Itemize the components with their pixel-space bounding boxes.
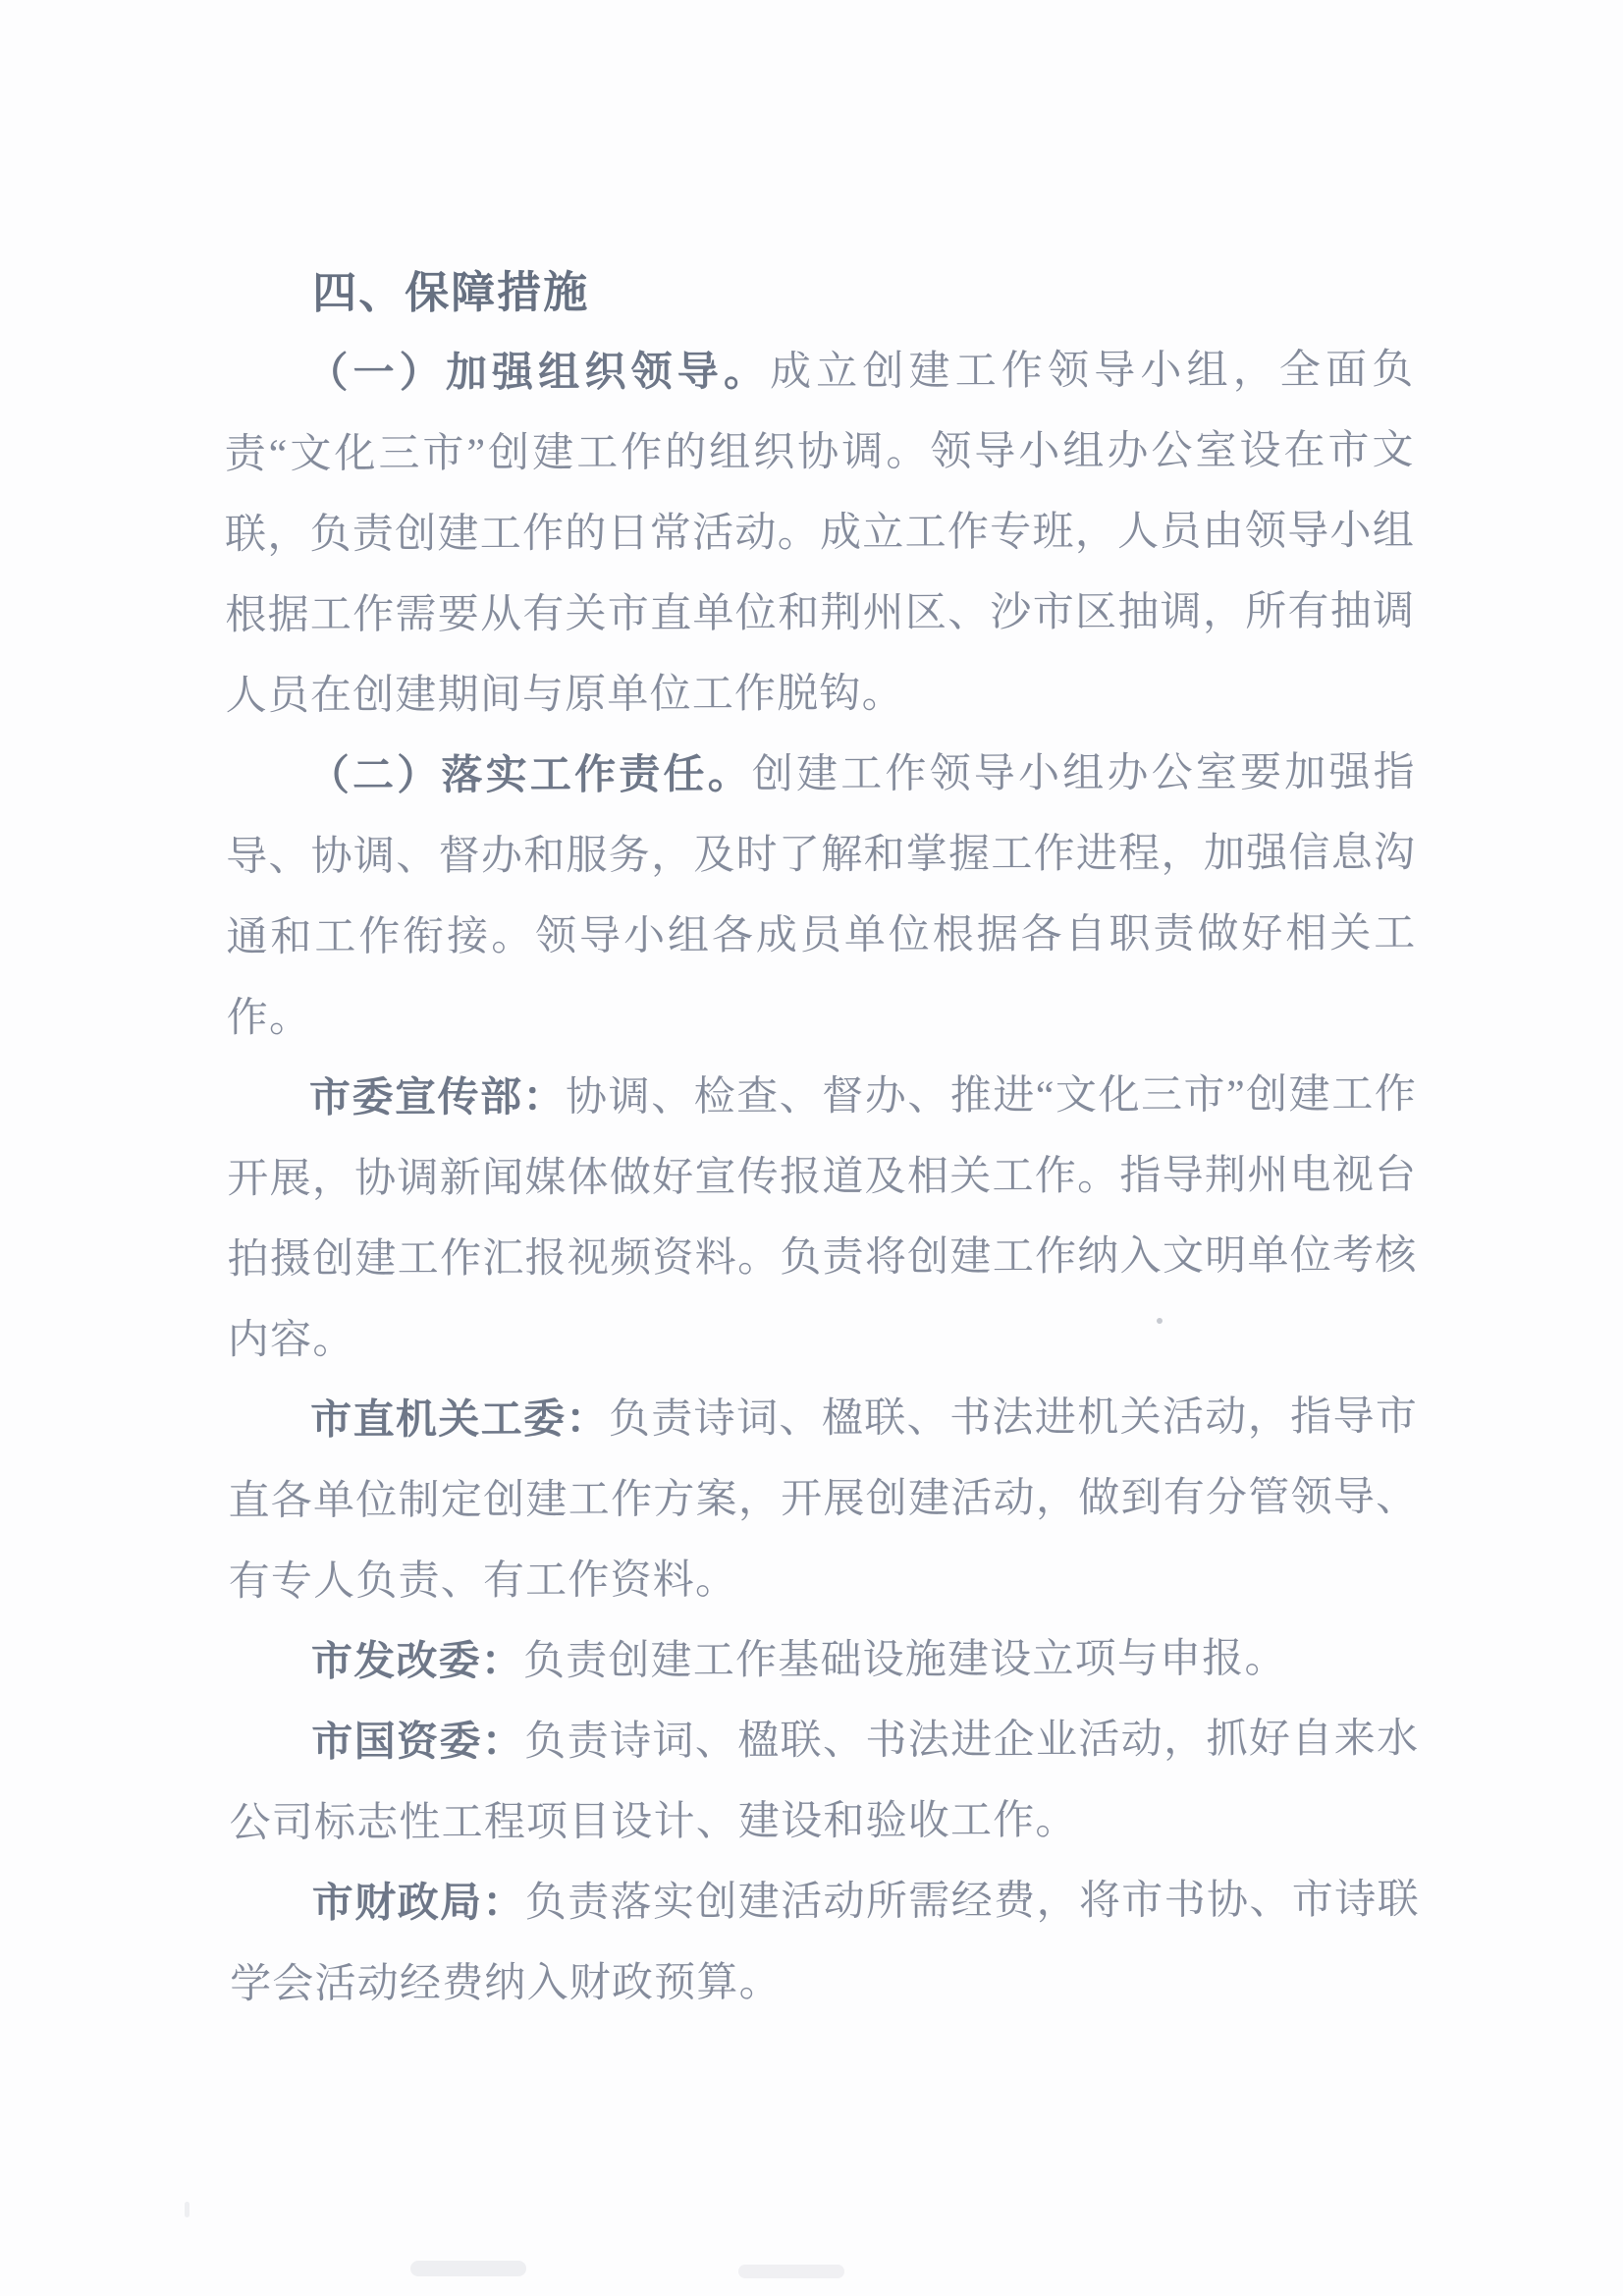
paragraph-text: 协调、检查、督办、推进“文化三市”创建工作开展，协调新闻媒体做好宣传报道及相关工作。指导荆州电视台拍摄创建工作汇报视频资料。负责将创建工作纳入文明单位考核内容。: [227, 1071, 1418, 1364]
paragraph-text: 创建工作领导小组办公室要加强指导、协调、督办和服务，及时了解和掌握工作进程，加强信息沟通和工作衔接。领导小组各成员单位根据各自职责做好相关工作。: [226, 749, 1417, 1042]
document-body: [224, 249, 1420, 2025]
paragraph-lead: 市财政局：: [311, 1881, 525, 1927]
paragraph: [224, 330, 1415, 737]
paragraph-lead: （一）加强组织领导。: [306, 350, 771, 397]
paragraph-text: 负责诗词、楹联、书法进机关活动，指导市直各单位制定创建工作方案，开展创建活动，做到有分管领导、有专人负责、有工作资料。: [228, 1394, 1419, 1606]
paragraph-text: 负责诗词、楹联、书法进企业活动，抓好自来水公司标志性工程项目设计、建设和验收工作。: [229, 1716, 1420, 1847]
paragraph: [230, 1860, 1421, 2025]
paragraph: [227, 1055, 1418, 1381]
paragraph: [228, 1377, 1419, 1622]
paragraph: [229, 1699, 1420, 1864]
paragraph-text: 成立创建工作领导小组，全面负责“文化三市”创建工作的组织协调。领导小组办公室设在市文联，负责创建工作的日常活动。成立工作专班，人员由领导小组根据工作需要从有关市直单位和荆州区、沙市区抽调，所有抽调人员在创建期间与原单位工作脱钩。: [224, 347, 1416, 720]
section-heading: 四、保障措施: [312, 266, 590, 318]
paragraph: [226, 733, 1417, 1059]
paragraph: [229, 1618, 1419, 1703]
paragraph-text: 负责落实创建活动所需经费，将市书协、市诗联学会活动经费纳入财政预算。: [230, 1877, 1420, 2008]
scan-tick-artifact: [185, 2202, 189, 2217]
paragraph-lead: （二）落实工作责任。: [307, 752, 752, 799]
paragraph-text: 负责创建工作基础设施建设立项与申报。: [522, 1636, 1287, 1685]
paragraph-lead: 市委宣传部：: [308, 1074, 567, 1121]
scan-smudge-artifact: [410, 2261, 526, 2276]
paragraph-lead: 市发改委：: [310, 1639, 524, 1685]
scan-smudge-artifact: [738, 2265, 844, 2278]
paragraph-lead: 市直机关工委：: [310, 1396, 609, 1444]
paragraph-lead: 市国资委：: [311, 1720, 525, 1766]
